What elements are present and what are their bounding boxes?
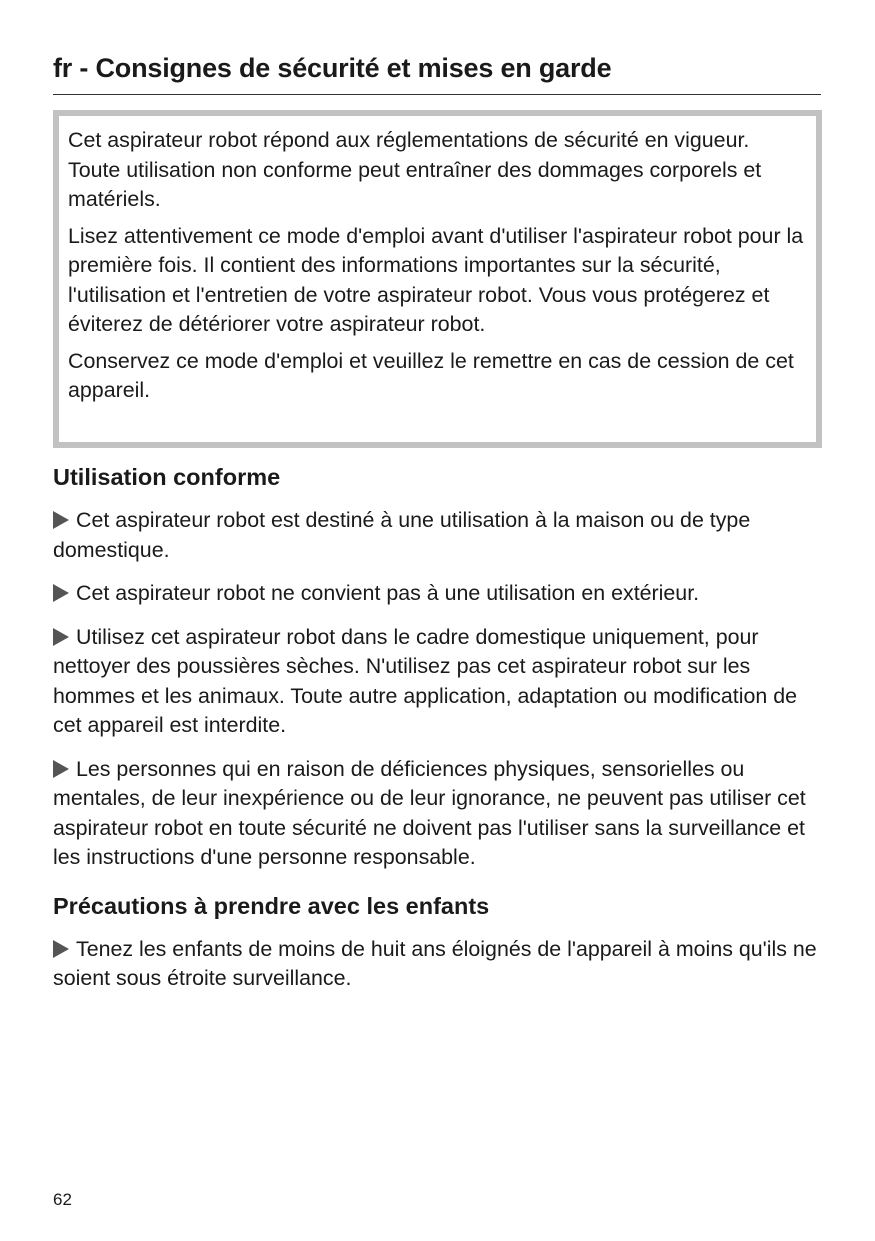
page-header xyxy=(53,50,821,95)
warning-paragraph: Lisez attentivement ce mode d'emploi avant d'utiliser l'aspirateur robot pour la première fois. Il contient des informations importantes sur la sécurité, l'utilisation et l'entretien de votre aspirateur robot. Vous vous protégerez et éviterez de détériorer votre aspirateur robot. xyxy=(68,223,804,336)
list-item xyxy=(53,579,823,609)
page-title: fr - Consignes de sécurité et mises en garde xyxy=(53,53,612,83)
content xyxy=(53,458,823,1008)
list-item-text: Cet aspirateur robot ne convient pas à une utilisation en extérieur. xyxy=(76,581,700,605)
section-heading-enfants: Précautions à prendre avec les enfants xyxy=(53,892,490,919)
section-heading-utilisation: Utilisation conforme xyxy=(53,464,281,490)
list-item xyxy=(53,935,823,994)
page-number: 62 xyxy=(53,1190,72,1209)
list-item-text: Les personnes qui en raison de déficiences physiques, sensorielles ou mentales, de leur inexpérience ou de leur ignorance, ne peuvent pas utiliser cet aspirateur robot en toute sécurité ne doivent pas l'utiliser sans la surveillance et les instructions d'une personne responsable. xyxy=(53,756,806,869)
warning-paragraph: Cet aspirateur robot répond aux réglementations de sécurité en vigueur. Toute utilisation non conforme peut entraîner des dommages corporels et matériels. xyxy=(68,128,762,211)
list-item-text: Utilisez cet aspirateur robot dans le cadre domestique uniquement, pour nettoyer des poussières sèches. N'utilisez pas cet aspirateur robot sur les hommes et les animaux. Toute autre application, adaptation ou modification de cet appareil est interdite. xyxy=(53,624,797,737)
arrow-right-icon xyxy=(53,760,69,778)
arrow-right-icon xyxy=(53,940,69,958)
list-item-text: Tenez les enfants de moins de huit ans éloignés de l'appareil à moins qu'ils ne soient sous étroite surveillance. xyxy=(53,936,817,990)
arrow-right-icon xyxy=(53,511,69,529)
list-item xyxy=(53,755,823,873)
arrow-right-icon xyxy=(53,628,69,646)
warning-paragraph: Conservez ce mode d'emploi et veuillez le remettre en cas de cession de cet appareil. xyxy=(68,348,794,402)
arrow-right-icon xyxy=(53,584,69,602)
list-item xyxy=(53,506,823,565)
warning-box xyxy=(53,110,822,448)
list-item xyxy=(53,623,823,741)
list-item-text: Cet aspirateur robot est destiné à une utilisation à la maison ou de type domestique. xyxy=(53,508,751,562)
